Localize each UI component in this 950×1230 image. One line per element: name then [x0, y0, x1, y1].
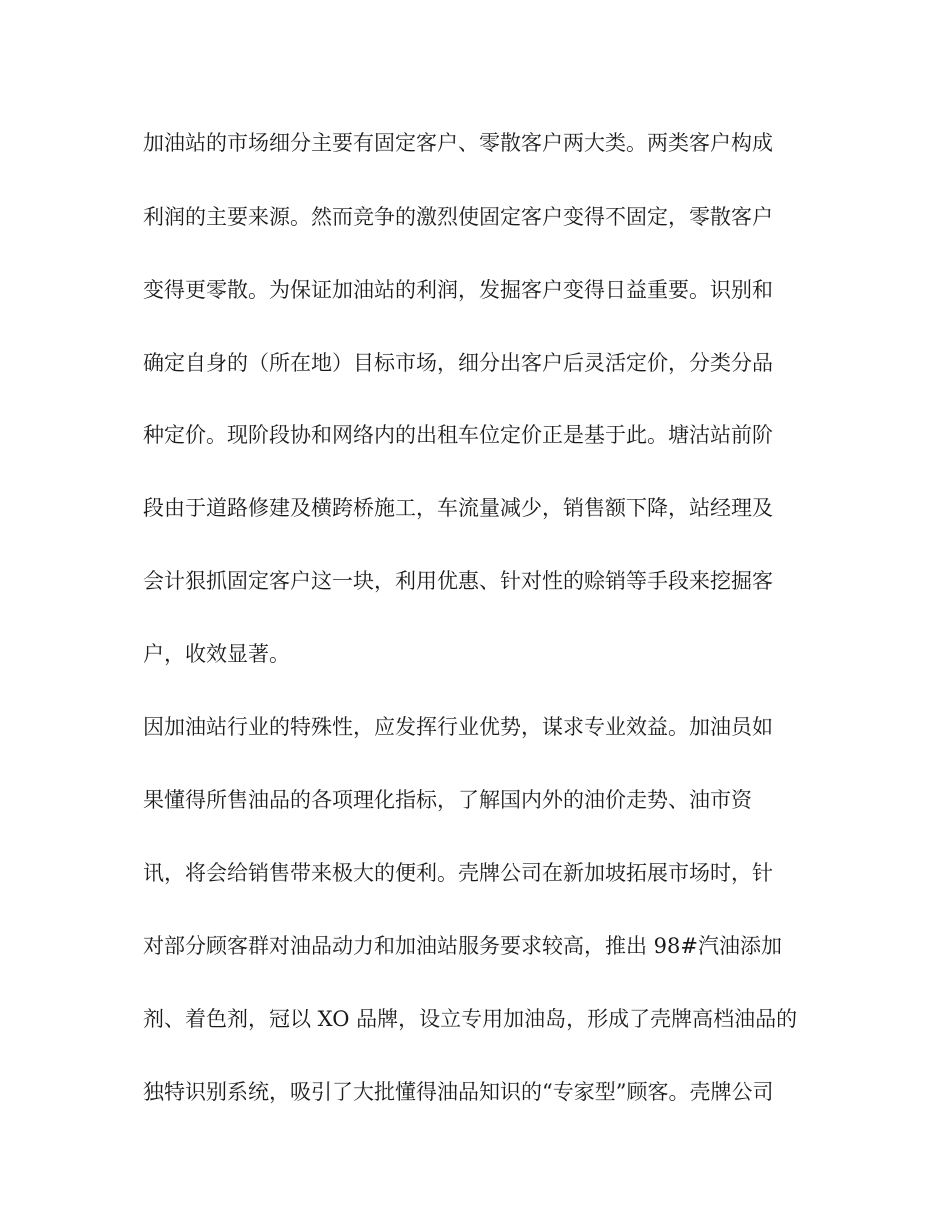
text-line: 加油站的市场细分主要有固定客户、零散客户两大类。两类客户构成 [143, 131, 773, 155]
text-line: 讯，将会给销售带来极大的便利。壳牌公司在新加坡拓展市场时，针 [143, 861, 773, 885]
text-line: 利润的主要来源。然而竞争的激烈使固定客户变得不固定，零散客户 [143, 205, 773, 229]
text-line: 确定自身的（所在地）目标市场，细分出客户后灵活定价，分类分品 [143, 351, 773, 375]
text-line: 段由于道路修建及横跨桥施工，车流量减少，销售额下降，站经理及 [143, 496, 773, 520]
text-line: 因加油站行业的特殊性，应发挥行业优势，谋求专业效益。加油员如 [143, 715, 773, 739]
text-line: 对部分顾客群对油品动力和加油站服务要求较高，推出 98#汽油添加 [143, 934, 782, 958]
text-line: 剂、着色剂，冠以 XO 品牌，设立专用加油岛，形成了壳牌高档油品的 [143, 1007, 798, 1031]
text-line: 变得更零散。为保证加油站的利润，发掘客户变得日益重要。识别和 [143, 278, 773, 302]
text-line: 果懂得所售油品的各项理化指标，了解国内外的油价走势、油市资 [143, 788, 752, 812]
text-line: 独特识别系统，吸引了大批懂得油品知识的“专家型”顾客。壳牌公司 [143, 1080, 774, 1104]
text-line: 种定价。现阶段协和网络内的出租车位定价正是基于此。塘沽站前阶 [143, 423, 773, 447]
text-line: 会计狠抓固定客户这一块，利用优惠、针对性的赊销等手段来挖掘客 [143, 569, 773, 593]
text-line: 户，收效显著。 [143, 642, 290, 666]
